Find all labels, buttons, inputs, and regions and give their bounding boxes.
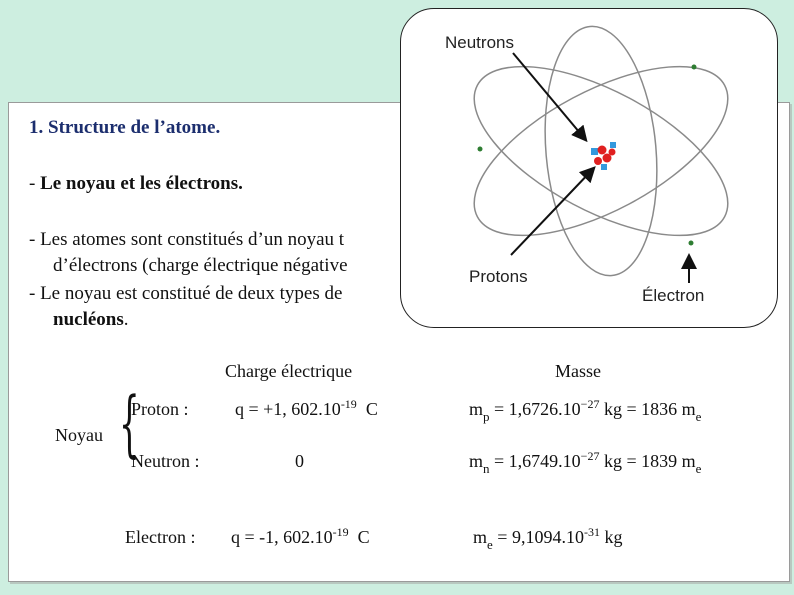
proton-particle: [598, 146, 607, 155]
proton-mass-sub: p: [483, 409, 490, 424]
label-neutrons: Neutrons: [445, 33, 514, 52]
proton-charge-value: q = +1, 602.10: [235, 399, 341, 419]
header-charge: Charge électrique: [225, 361, 353, 381]
neutron-charge: 0: [295, 451, 304, 471]
proton-mass-value: = 1,6726.10: [494, 399, 581, 419]
neutron-particle: [610, 142, 616, 148]
proton-mass: [469, 397, 702, 424]
neutron-particle: [601, 164, 607, 170]
proton-mass-symbol: m: [469, 399, 484, 419]
proton-particle: [594, 157, 602, 165]
electron-charge: [231, 527, 370, 548]
proton-charge: [235, 399, 378, 420]
proton-charge-unit: C: [365, 399, 378, 419]
nucleus: [591, 142, 616, 170]
neutron-mass-unit-sub: e: [695, 461, 702, 476]
proton-mass-unit: kg = 1836 m: [603, 399, 696, 419]
neutron-mass-exponent: −27: [580, 449, 600, 463]
paragraph-1-line-2: d’électrons (charge électrique négative: [53, 255, 348, 276]
electron-dot: [692, 65, 697, 70]
proton-mass-unit-sub: e: [695, 409, 702, 424]
nucleons-term: nucléons: [53, 309, 124, 330]
electron-name: Electron :: [125, 527, 196, 547]
electron-mass-exponent: -31: [583, 525, 600, 539]
electron-charge-unit: C: [357, 527, 370, 547]
nucleus-brace: {: [119, 381, 140, 465]
electron-mass-unit: kg: [604, 527, 623, 547]
neutron-mass-sub: n: [483, 461, 490, 476]
electron-mass-value: = 9,1094.10: [497, 527, 584, 547]
group-label-noyau: Noyau: [55, 425, 103, 445]
electron-mass-symbol: m: [473, 527, 488, 547]
neutron-mass-unit: kg = 1839 m: [603, 451, 696, 471]
electron-charge-value: q = -1, 602.10: [231, 527, 333, 547]
proton-charge-exponent: -19: [340, 397, 357, 411]
header-mass: Masse: [555, 361, 601, 381]
proton-name: Proton :: [131, 399, 189, 419]
electron-dot: [689, 241, 694, 246]
label-protons: Protons: [469, 267, 528, 286]
heading-line: [29, 173, 243, 195]
neutron-mass-symbol: m: [469, 451, 484, 471]
protons-arrow: [511, 169, 593, 255]
neutrons-arrow: [513, 53, 585, 139]
electron-dot: [478, 147, 483, 152]
heading-dash: -: [29, 173, 41, 194]
atom-diagram-card: [400, 8, 778, 328]
proton-particle: [609, 149, 616, 156]
proton-mass-exponent: −27: [580, 397, 600, 411]
electron-mass-sub: e: [487, 537, 493, 552]
neutron-mass: [469, 449, 702, 476]
atom-diagram: [401, 9, 777, 327]
electron-charge-exponent: -19: [332, 525, 349, 539]
paragraph-2-line-1: - Le noyau est constitué de deux types de: [29, 283, 343, 304]
label-electron: Électron: [642, 286, 705, 305]
neutron-name: Neutron :: [131, 451, 200, 471]
paragraph-1-line-1: - Les atomes sont constitués d’un noyau t: [29, 229, 345, 250]
arrows: [511, 53, 689, 283]
section-title: 1. Structure de l’atome.: [29, 117, 221, 138]
neutron-particle: [591, 148, 598, 155]
heading-text: Le noyau et les électrons.: [40, 173, 243, 194]
paragraph-2-end: .: [123, 309, 129, 330]
electron-mass: [473, 525, 623, 552]
paragraph-2-line-2: [53, 309, 129, 331]
neutron-mass-value: = 1,6749.10: [494, 451, 581, 471]
